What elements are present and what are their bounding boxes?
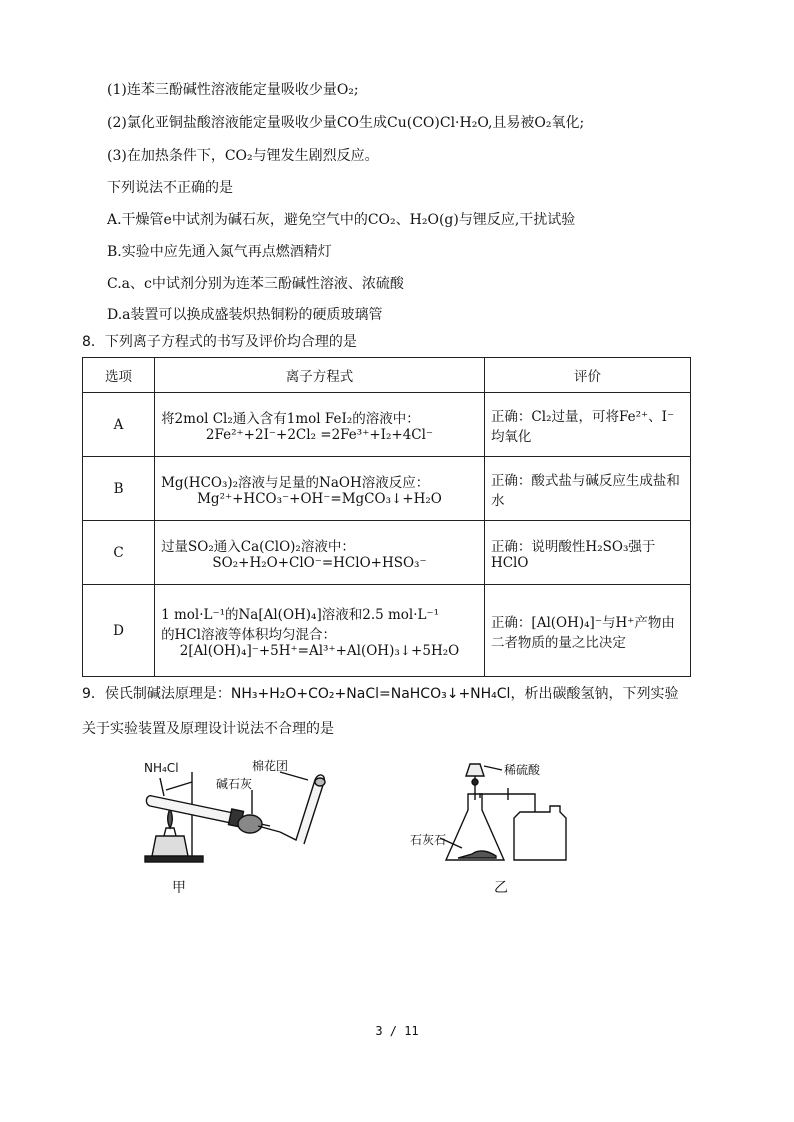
row-desc: 将2mol Cl₂通入含有1mol FeI₂的溶液中： <box>161 410 420 427</box>
table-row <box>83 457 691 521</box>
header-equation: 离子方程式 <box>155 358 485 393</box>
table-row <box>83 393 691 457</box>
drying-bulb <box>238 815 262 833</box>
row-option: D <box>83 585 155 677</box>
leader-acid <box>484 766 502 770</box>
q9-stem-1: 9．侯氏制碱法原理是：NH₃+H₂O+CO₂+NaCl=NaHCO₃↓+NH₄Cl，析出碳酸氢钠，下列实验 <box>82 686 679 702</box>
row-desc: 1 mol·L⁻¹的Na[Al(OH)₄]溶液和2.5 mol·L⁻¹ <box>161 606 440 623</box>
leader-nh4cl <box>160 778 164 796</box>
leader-cotton <box>280 772 308 780</box>
label-nh4cl: NH₄Cl <box>144 761 179 775</box>
apparatus-yi <box>410 752 580 872</box>
q7-option-b: B.实验中应先通入氮气再点燃酒精灯 <box>107 244 332 260</box>
row-option: A <box>83 393 155 457</box>
hint-3: (3)在加热条件下，CO₂与锂发生剧烈反应。 <box>107 148 379 164</box>
row-equation <box>155 457 485 521</box>
label-acid: 稀硫酸 <box>504 763 541 777</box>
row-desc: 过量SO₂通入Ca(ClO)₂溶液中： <box>161 538 355 555</box>
drying-tube <box>258 826 280 832</box>
label-sodalime: 碱石灰 <box>216 777 253 791</box>
row-desc: Mg(HCO₃)₂溶液与足量的NaOH溶液反应： <box>161 474 430 491</box>
hint-1: (1)连苯三酚碱性溶液能定量吸收少量O₂; <box>107 82 359 98</box>
row-eval: 正确：[Al(OH)₄]⁻与H⁺产物由二者物质的量之比决定 <box>484 585 690 677</box>
q7-stem: 下列说法不正确的是 <box>107 180 233 196</box>
clamp <box>166 782 192 790</box>
q7-option-d: D.a装置可以换成盛装炽热铜粉的硬质玻璃管 <box>107 307 383 323</box>
row-option: B <box>83 457 155 521</box>
row-equation <box>155 521 485 585</box>
row-option: C <box>83 521 155 585</box>
q8-stem: 8．下列离子方程式的书写及评价均合理的是 <box>82 334 357 350</box>
q9-stem-2: 关于实验装置及原理设计说法不合理的是 <box>82 721 334 737</box>
row-eval: 正确：说明酸性H₂SO₃强于HClO <box>484 521 690 585</box>
table-header-row <box>83 358 691 393</box>
separating-funnel <box>466 764 484 776</box>
page-number: 3 / 11 <box>375 1024 419 1038</box>
header-evaluation: 评价 <box>484 358 690 393</box>
row-eq: SO₂+H₂O+ClO⁻=HClO+HSO₃⁻ <box>212 554 427 571</box>
q7-option-a: A.干燥管e中试剂为碱石灰，避免空气中的CO₂、H₂O(g)与锂反应,干扰试验 <box>107 212 576 228</box>
row-eq: 2Fe²⁺+2I⁻+2Cl₂ =2Fe³⁺+I₂+4Cl⁻ <box>205 426 434 443</box>
label-limestone: 石灰石 <box>410 833 447 847</box>
header-option: 选项 <box>83 358 155 393</box>
table-row <box>83 585 691 677</box>
row-equation <box>155 393 485 457</box>
stopcock <box>472 779 478 785</box>
conical-flask <box>446 794 504 860</box>
collecting-bottle <box>514 806 566 860</box>
row-eq: Mg²⁺+HCO₃⁻+OH⁻=MgCO₃↓+H₂O <box>197 490 442 507</box>
table-row <box>83 521 691 585</box>
stand-base <box>145 856 203 862</box>
row-desc-2: 的HCl溶液等体积均匀混合： <box>161 626 336 643</box>
row-eval: 正确：酸式盐与碱反应生成盐和水 <box>484 457 690 521</box>
apparatus-jia <box>130 752 350 902</box>
limestone <box>458 851 496 858</box>
label-cotton: 棉花团 <box>252 759 289 773</box>
row-eval: 正确：Cl₂过量，可将Fe²⁺、I⁻均氧化 <box>484 393 690 457</box>
caption-jia: 甲 <box>172 880 186 896</box>
row-eq: 2[Al(OH)₄]⁻+5H⁺=Al³⁺+Al(OH)₃↓+5H₂O <box>179 642 460 659</box>
hint-2: (2)氯化亚铜盐酸溶液能定量吸收少量CO生成Cu(CO)Cl·H₂O,且易被O₂氧化; <box>107 115 585 131</box>
q8-table <box>82 357 691 677</box>
alcohol-lamp <box>152 836 188 856</box>
cotton-plug <box>315 778 325 786</box>
q7-option-c: C.a、c中试剂分别为连苯三酚碱性溶液、浓硫酸 <box>107 276 404 292</box>
row-equation <box>155 585 485 677</box>
caption-yi: 乙 <box>494 880 508 896</box>
